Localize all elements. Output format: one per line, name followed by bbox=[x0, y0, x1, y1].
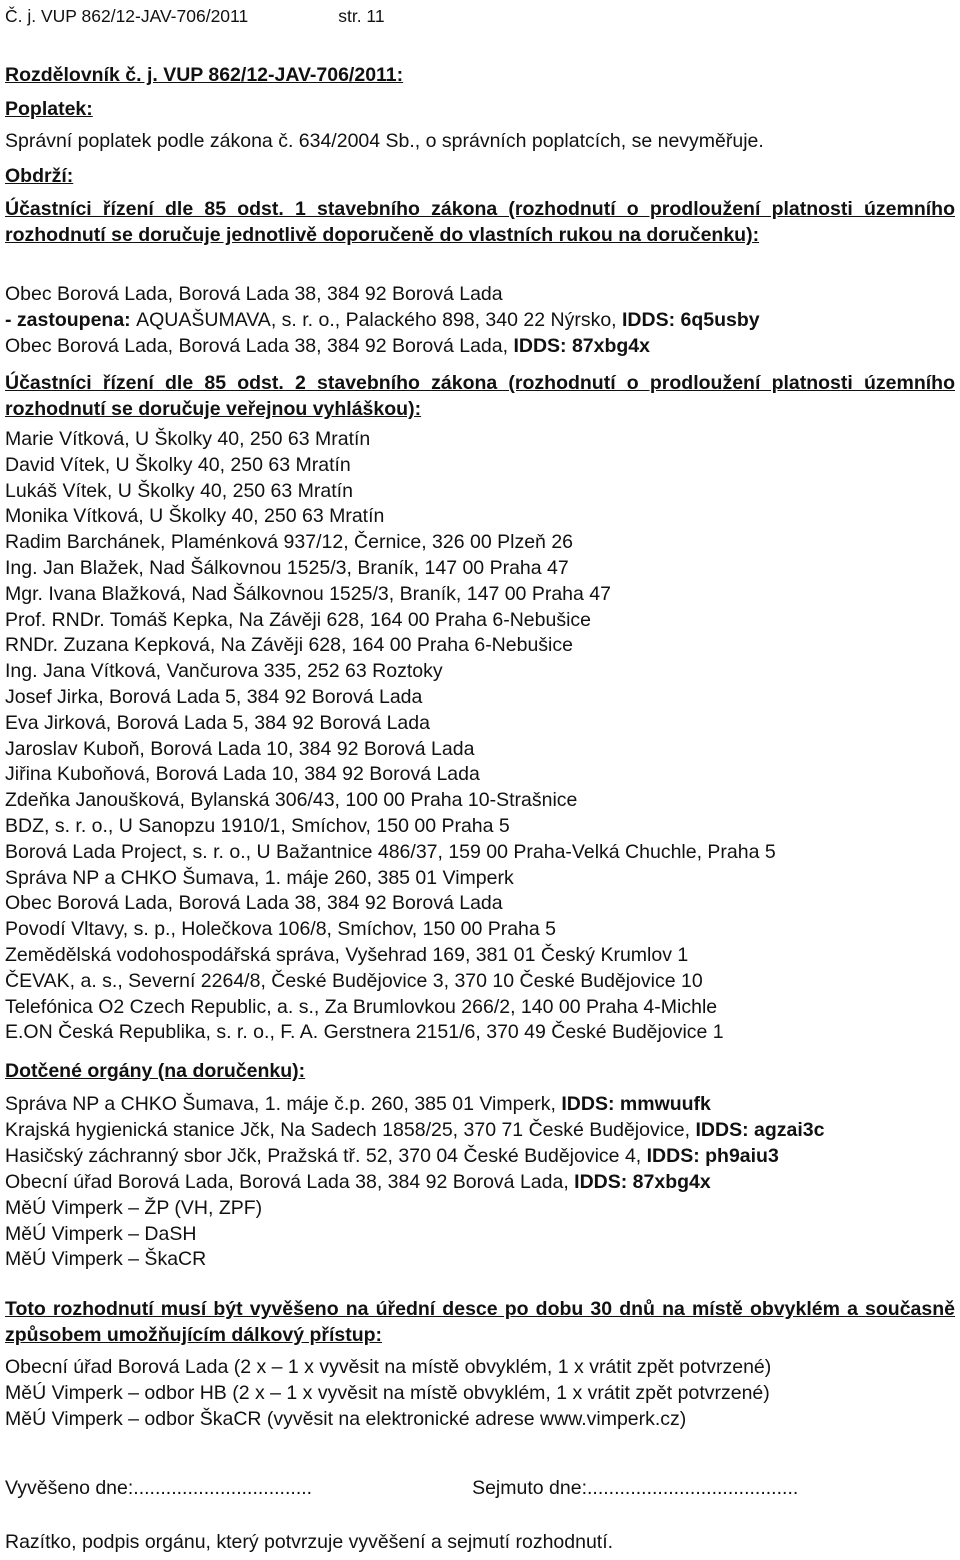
authority-text: MěÚ Vimperk – ŠkaCR bbox=[5, 1248, 207, 1271]
participant-list-item: BDZ, s. r. o., U Sanopzu 1910/1, Smíchov, 150 00 Praha 5 bbox=[5, 815, 510, 837]
participant-list-item: Mgr. Ivana Blažková, Nad Šálkovnou 1525/3, Braník, 147 00 Praha 47 bbox=[5, 582, 611, 605]
notice-board-item: MěÚ Vimperk – odbor HB (2 x – 1 x vyvěsit na místě obvyklém, 1 x vrátit zpět potvrzené) bbox=[5, 1382, 770, 1404]
participant-list-item: Jiřina Kuboňová, Borová Lada 10, 384 92 Borová Lada bbox=[5, 763, 480, 786]
participant-list-item: David Vítek, U Školky 40, 250 63 Mratín bbox=[5, 453, 351, 476]
authority-list-item bbox=[5, 1170, 711, 1194]
participant-list-item: RNDr. Zuzana Kepková, Na Závěji 628, 164 00 Praha 6-Nebušice bbox=[5, 634, 573, 657]
authority-list-item bbox=[5, 1144, 779, 1168]
participant-list-item: Zemědělská vodohospodářská správa, Vyšehrad 169, 381 01 Český Krumlov 1 bbox=[5, 944, 689, 966]
notice-board-item: MěÚ Vimperk – odbor ŠkaCR (vyvěsit na elektronické adrese www.vimperk.cz) bbox=[5, 1408, 687, 1430]
page-header bbox=[5, 4, 385, 28]
stamp-note: Razítko, podpis orgánu, který potvrzuje vyvěšení a sejmutí rozhodnutí. bbox=[5, 1531, 614, 1553]
authority-list-item bbox=[5, 1247, 206, 1271]
section1-line-2 bbox=[5, 308, 760, 332]
participant-list-item: Ing. Jana Vítková, Vančurova 335, 252 63 Roztoky bbox=[5, 660, 443, 683]
fee-heading: Poplatek: bbox=[5, 98, 93, 120]
idds-code: IDDS: ph9aiu3 bbox=[646, 1144, 779, 1167]
participant-list-item: Telefónica O2 Czech Republic, a. s., Za Brumlovkou 266/2, 140 00 Praha 4-Michle bbox=[5, 995, 718, 1018]
fee-text: Správní poplatek podle zákona č. 634/2004 Sb., o správních poplatcích, se nevyměřuje. bbox=[5, 130, 764, 152]
posted-date-field: Vyvěšeno dne:................................. bbox=[5, 1477, 313, 1499]
participant-list-item: Ing. Jan Blažek, Nad Šálkovnou 1525/3, Braník, 147 00 Praha 47 bbox=[5, 557, 569, 579]
participant-list-item: Radim Barchánek, Plaménková 937/12, Černice, 326 00 Plzeň 26 bbox=[5, 531, 574, 554]
participant-list-item: Lukáš Vítek, U Školky 40, 250 63 Mratín bbox=[5, 479, 353, 502]
participant-list-item: Zdeňka Janoušková, Bylanská 306/43, 100 00 Praha 10-Strašnice bbox=[5, 789, 578, 812]
idds-code: IDDS: mmwuufk bbox=[561, 1093, 711, 1115]
header-reference: Č. j. VUP 862/12-JAV-706/2011 bbox=[5, 6, 249, 26]
participant-list-item: ČEVAK, a. s., Severní 2264/8, České Budějovice 3, 370 10 České Budějovice 10 bbox=[5, 969, 703, 992]
participant-list-item: Prof. RNDr. Tomáš Kepka, Na Závěji 628, 164 00 Praha 6-Nebušice bbox=[5, 608, 592, 631]
idds-code: IDDS: 87xbg4x bbox=[574, 1170, 711, 1193]
authority-text: MěÚ Vimperk – DaSH bbox=[5, 1222, 197, 1245]
represented-label: - zastoupena: bbox=[5, 309, 137, 331]
idds-code: IDDS: 6q5usby bbox=[622, 309, 760, 331]
recipient-text: Obec Borová Lada, Borová Lada 38, 384 92 Borová Lada, bbox=[5, 335, 514, 357]
recipients-heading: Obdrží: bbox=[5, 165, 74, 187]
idds-code: IDDS: 87xbg4x bbox=[513, 335, 651, 357]
authority-list-item bbox=[5, 1196, 262, 1220]
authority-list-item bbox=[5, 1118, 824, 1142]
participant-list-item: Josef Jirka, Borová Lada 5, 384 92 Borová Lada bbox=[5, 686, 423, 708]
participant-list-item: Správa NP a CHKO Šumava, 1. máje 260, 385 01 Vimperk bbox=[5, 866, 514, 889]
section1-heading: Účastníci řízení dle 85 odst. 1 stavebního zákona (rozhodnutí o prodloužení platnosti územního rozhodnutí se doručuje jednotlivě doporučeně do vlastních rukou na doručenku): bbox=[5, 198, 955, 246]
authority-text: MěÚ Vimperk – ŽP (VH, ZPF) bbox=[5, 1196, 263, 1219]
participant-list-item: Marie Vítková, U Školky 40, 250 63 Mratín bbox=[5, 428, 371, 450]
header-page-number: str. 11 bbox=[338, 6, 385, 26]
section3-heading: Dotčené orgány (na doručenku): bbox=[5, 1060, 306, 1082]
participant-list-item: Borová Lada Project, s. r. o., U Bažantnice 486/37, 159 00 Praha-Velká Chuchle, Praha 5 bbox=[5, 840, 776, 863]
section4-heading: Toto rozhodnutí musí být vyvěšeno na úřední desce po dobu 30 dnů na místě obvyklém a současně způsobem umožňujícím dálkový přístup: bbox=[5, 1298, 955, 1346]
participant-list-item: Povodí Vltavy, s. p., Holečkova 106/8, Smíchov, 150 00 Praha 5 bbox=[5, 918, 556, 941]
authority-text: Hasičský záchranný sbor Jčk, Pražská tř. 52, 370 04 České Budějovice 4, bbox=[5, 1144, 647, 1167]
authority-text: Obecní úřad Borová Lada, Borová Lada 38, 384 92 Borová Lada, bbox=[5, 1170, 575, 1193]
section1-line-1: Obec Borová Lada, Borová Lada 38, 384 92 Borová Lada bbox=[5, 283, 503, 305]
removed-date-field: Sejmuto dne:....................................... bbox=[472, 1477, 799, 1499]
section1-line-3 bbox=[5, 334, 650, 358]
section2-heading: Účastníci řízení dle 85 odst. 2 stavebního zákona (rozhodnutí o prodloužení platnosti územního rozhodnutí se doručuje veřejnou vyhláškou): bbox=[5, 372, 955, 420]
participant-list-item: Monika Vítková, U Školky 40, 250 63 Mratín bbox=[5, 505, 385, 528]
authority-list-item bbox=[5, 1222, 196, 1246]
notice-board-item: Obecní úřad Borová Lada (2 x – 1 x vyvěsit na místě obvyklém, 1 x vrátit zpět potvrzené) bbox=[5, 1356, 772, 1378]
participant-list-item: Eva Jirková, Borová Lada 5, 384 92 Borová Lada bbox=[5, 711, 430, 734]
distribution-list-title: Rozdělovník č. j. VUP 862/12-JAV-706/2011: bbox=[5, 64, 404, 86]
posting-dates bbox=[5, 1476, 798, 1500]
participant-list-item: Jaroslav Kuboň, Borová Lada 10, 384 92 Borová Lada bbox=[5, 737, 475, 760]
authority-list-item bbox=[5, 1092, 711, 1116]
participant-list-item: E.ON Česká Republika, s. r. o., F. A. Gerstnera 2151/6, 370 49 České Budějovice 1 bbox=[5, 1021, 724, 1044]
idds-code: IDDS: agzai3c bbox=[695, 1118, 825, 1141]
authority-text: Správa NP a CHKO Šumava, 1. máje č.p. 260, 385 01 Vimperk, bbox=[5, 1093, 562, 1115]
representative-text: AQUAŠUMAVA, s. r. o., Palackého 898, 340 22 Nýrsko, bbox=[136, 309, 623, 331]
authority-text: Krajská hygienická stanice Jčk, Na Sadech 1858/25, 370 71 České Budějovice, bbox=[5, 1118, 696, 1141]
participant-list-item: Obec Borová Lada, Borová Lada 38, 384 92 Borová Lada bbox=[5, 892, 503, 915]
